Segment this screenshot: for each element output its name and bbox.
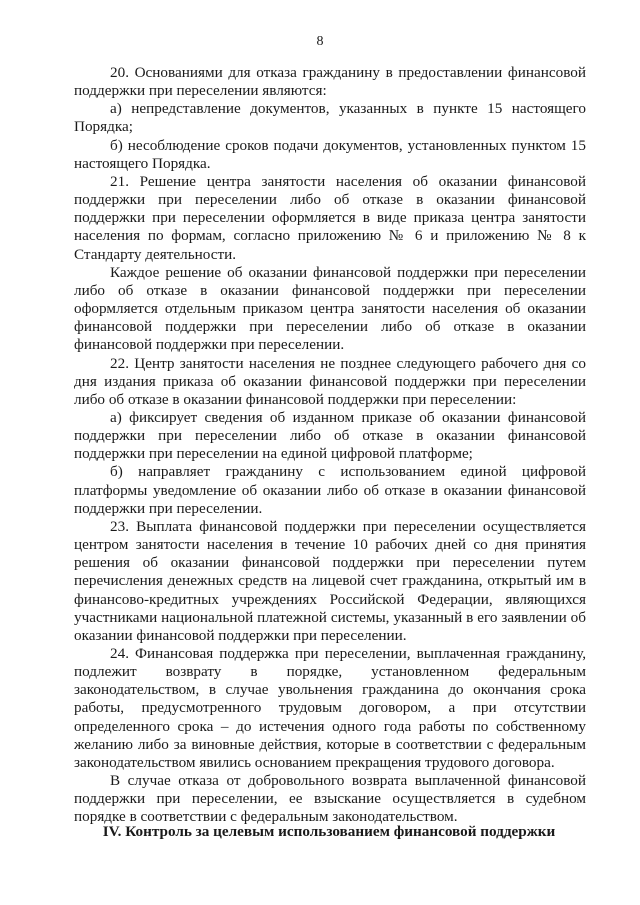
paragraph-22a: а) фиксирует сведения об изданном приказе об оказании финансовой поддержки при переселении либо об отказе в оказании финансовой поддержки при переселении на единой цифровой платформе;	[74, 408, 586, 463]
paragraph-21-continued: Каждое решение об оказании финансовой поддержки при переселении либо об отказе в оказании финансовой поддержки при переселении оформляется отдельным приказом центра занятости населения об оказании финансовой поддержки при переселении либо об отказе в оказании финансовой поддержки при переселении.	[74, 263, 586, 354]
page-number: 8	[316, 34, 324, 49]
paragraph-20a: а) непредставление документов, указанных в пункте 15 настоящего Порядка;	[74, 100, 586, 136]
paragraph-22b: б) направляет гражданину с использованием единой цифровой платформы уведомление об оказании либо об отказе в оказании финансовой поддержки при переселении.	[74, 463, 586, 517]
document-body	[74, 64, 586, 827]
paragraph-23: 23. Выплата финансовой поддержки при переселении осуществляется центром занятости населения в течение 10 рабочих дней со дня принятия решения об оказании финансовой поддержки при переселении путем перечисления денежных средств на лицевой счет гражданина, открытый им в финансово-кредитных учреждениях Российской Федерации, являющихся участниками национальной платежной системы, указанный в его заявлении об оказании финансовой поддержки при переселении.	[74, 517, 586, 644]
paragraph-24: 24. Финансовая поддержка при переселении, выплаченная гражданину, подлежит возврату в порядке, установленном федеральным законодательством, в случае увольнения гражданина до окончания срока работы, предусмотренного трудовым договором, а при отсутствии определенного срока – до истечения одного года работы по собственному желанию либо за виновные действия, которые в соответствии с федеральным законодательством явились основанием прекращения трудового договора.	[74, 645, 586, 771]
paragraph-20b: б) несоблюдение сроков подачи документов, установленных пунктом 15 настоящего Порядка.	[74, 136, 586, 172]
paragraph-21: 21. Решение центра занятости населения об оказании финансовой поддержки при переселении либо об отказе в оказании финансовой поддержки при переселении оформляется в виде приказа центра занятости населения по формам, согласно приложению № 6 и приложению № 8 к Стандарту деятельности.	[74, 172, 586, 263]
section-heading: IV. Контроль за целевым использованием финансовой поддержки	[102, 823, 556, 840]
paragraph-24-continued: В случае отказа от добровольного возврата выплаченной финансовой поддержки при переселении, ее взыскание осуществляется в судебном порядке в соответствии с федеральным законодательством.	[74, 772, 586, 826]
paragraph-22: 22. Центр занятости населения не позднее следующего рабочего дня со дня издания приказа об оказании финансовой поддержки при переселении либо об отказе в оказании финансовой поддержки при переселении:	[74, 354, 586, 408]
paragraph-20: 20. Основаниями для отказа гражданину в предоставлении финансовой поддержки при переселении являются:	[74, 64, 586, 100]
